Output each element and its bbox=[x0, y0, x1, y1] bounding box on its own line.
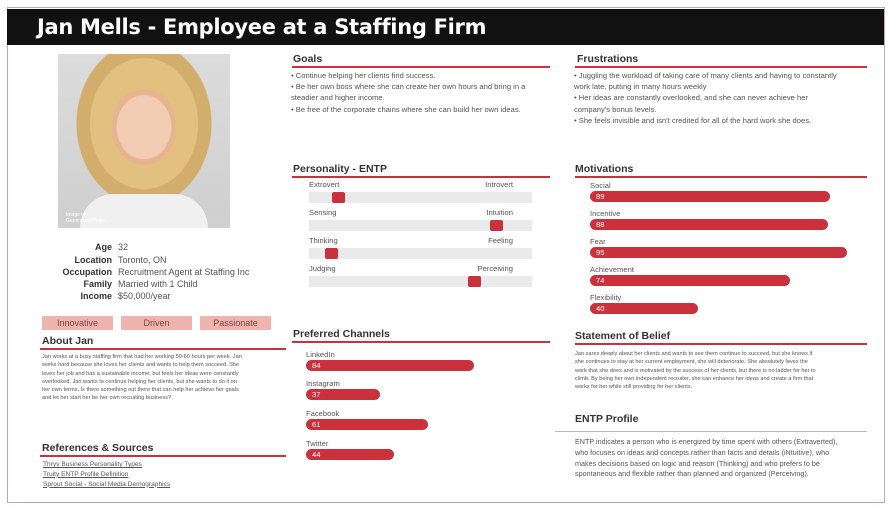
personality-title: Personality - ENTP bbox=[293, 163, 387, 175]
profile-row-occupation: Occupation Recruitment Agent at Staffing Inc bbox=[62, 267, 250, 277]
channels-divider bbox=[292, 341, 550, 343]
personality-right-label: Feeling bbox=[488, 236, 513, 245]
motivation-label: Achievement bbox=[590, 265, 634, 274]
belief-text: Jan cares deeply about her clients and wants to see them continue to succeed, but she knows if she continues to stay at her current employment, she will deteriorate. She absolutely loves the work that she does and is motivated by the success of her clients, but there is no ladder for her to climb. By being her own independent recruiter, she can enhance her ideas and create a firm that works for her while still providing for her clients. bbox=[575, 351, 816, 391]
references-title: References & Sources bbox=[42, 442, 154, 454]
reference-link[interactable]: Truity ENTP Profile Definition bbox=[43, 470, 129, 478]
personality-marker bbox=[490, 220, 503, 231]
channel-label: Twitter bbox=[306, 439, 329, 448]
photo-watermark bbox=[66, 212, 107, 224]
goals-divider bbox=[292, 66, 550, 68]
personality-right-label: Perceiving bbox=[477, 264, 513, 273]
personality-marker bbox=[325, 248, 338, 259]
personality-right-label: Intuition bbox=[486, 208, 513, 217]
channel-label: Facebook bbox=[306, 409, 340, 418]
about-divider bbox=[40, 348, 286, 350]
personality-track bbox=[309, 276, 532, 287]
personality-left-label: Thinking bbox=[309, 236, 338, 245]
personality-left-label: Judging bbox=[309, 264, 336, 273]
page-title: Jan Mells - Employee at a Staffing Firm bbox=[7, 9, 884, 45]
profile-row-age: Age 32 bbox=[94, 242, 129, 252]
personality-left-label: Extrovert bbox=[309, 180, 340, 189]
motivation-label: Social bbox=[590, 181, 611, 190]
personality-track bbox=[309, 248, 532, 259]
channel-label: LinkedIn bbox=[306, 350, 335, 359]
motivations-title: Motivations bbox=[575, 163, 634, 175]
motivation-label: Fear bbox=[590, 237, 606, 246]
motivation-label: Flexibility bbox=[590, 293, 622, 302]
watermark-line1: Image of bbox=[66, 212, 86, 218]
references-list bbox=[43, 460, 170, 489]
motivations-divider bbox=[575, 176, 867, 178]
frustrations-title: Frustrations bbox=[577, 53, 639, 65]
motivation-bar: 88 bbox=[590, 219, 828, 230]
entp-text: ENTP indicates a person who is energized by time spent with others (Extraverted), who focuses on ideas and concepts rather than facts and details (iNtuitive), who makes decisions based on logic and reason (Thinking) and who prefers to be spontaneous and flexible rather than planned and organized (Perceiving). bbox=[575, 437, 838, 479]
belief-divider bbox=[575, 343, 867, 345]
personality-marker bbox=[332, 192, 345, 203]
entp-divider bbox=[555, 431, 867, 432]
persona-photo bbox=[58, 54, 230, 228]
reference-link[interactable]: Thryv Business Personality Types bbox=[43, 461, 142, 468]
personality-divider bbox=[292, 176, 550, 178]
motivation-label: Incentive bbox=[590, 209, 621, 218]
about-title: About Jan bbox=[42, 335, 94, 347]
profile-row-family: Family Married with 1 Child bbox=[83, 279, 198, 289]
channel-bar: 37 bbox=[306, 389, 380, 400]
frustrations-divider bbox=[575, 66, 867, 68]
about-text: Jan works at a busy staffing firm that had her working 50-60 hours per week. Jan works hard because she loves her clients and wants to help them succeed. She loves her job and has a sustainable income, but feels her ideas were constantly overlooked. Jan wants to continue helping her clients, but she wants to do it on her own terms. Is there something out there that can help her achieve her goals and let her start her be her own recruiting business? bbox=[42, 354, 242, 402]
trait-pill: Innovative bbox=[42, 316, 113, 330]
channel-bar: 44 bbox=[306, 449, 394, 460]
channel-bar: 61 bbox=[306, 419, 428, 430]
motivation-bar: 89 bbox=[590, 191, 830, 202]
motivation-bar: 95 bbox=[590, 247, 847, 258]
reference-link[interactable]: Sprout Social - Social Media Demographics bbox=[43, 480, 171, 488]
profile-row-income: Income $50,000/year bbox=[80, 291, 171, 301]
trait-pill: Passionate bbox=[200, 316, 271, 330]
belief-title: Statement of Belief bbox=[575, 330, 671, 342]
watermark-line2: Generated Photos bbox=[66, 218, 107, 224]
trait-pill: Driven bbox=[121, 316, 192, 330]
channel-label: Instagram bbox=[306, 379, 340, 388]
motivation-bar: 40 bbox=[590, 303, 698, 314]
profile-row-location: Location Toronto, ON bbox=[74, 255, 167, 265]
goals-list: • Continue helping her clients find success. • Be her own boss where she can create her own hours and bring in a steadier and higher income. • Be free of the corporate chains where she can build her own ideas. bbox=[291, 71, 526, 114]
motivation-bar: 74 bbox=[590, 275, 790, 286]
channels-title: Preferred Channels bbox=[293, 328, 390, 340]
entp-title: ENTP Profile bbox=[575, 413, 639, 425]
channel-bar: 84 bbox=[306, 360, 474, 371]
goals-title: Goals bbox=[293, 53, 323, 65]
references-divider bbox=[40, 455, 286, 457]
personality-right-label: Introvert bbox=[485, 180, 513, 189]
personality-marker bbox=[468, 276, 481, 287]
frustrations-list: • Juggling the workload of taking care of many clients and having to constantly work late, putting in many hours weekly • Her ideas are constantly overlooked, and she can never achieve her company's bonus levels. • She feels invisible and isn't credited for all of the hard work she does. bbox=[574, 71, 837, 125]
personality-left-label: Sensing bbox=[309, 208, 337, 217]
